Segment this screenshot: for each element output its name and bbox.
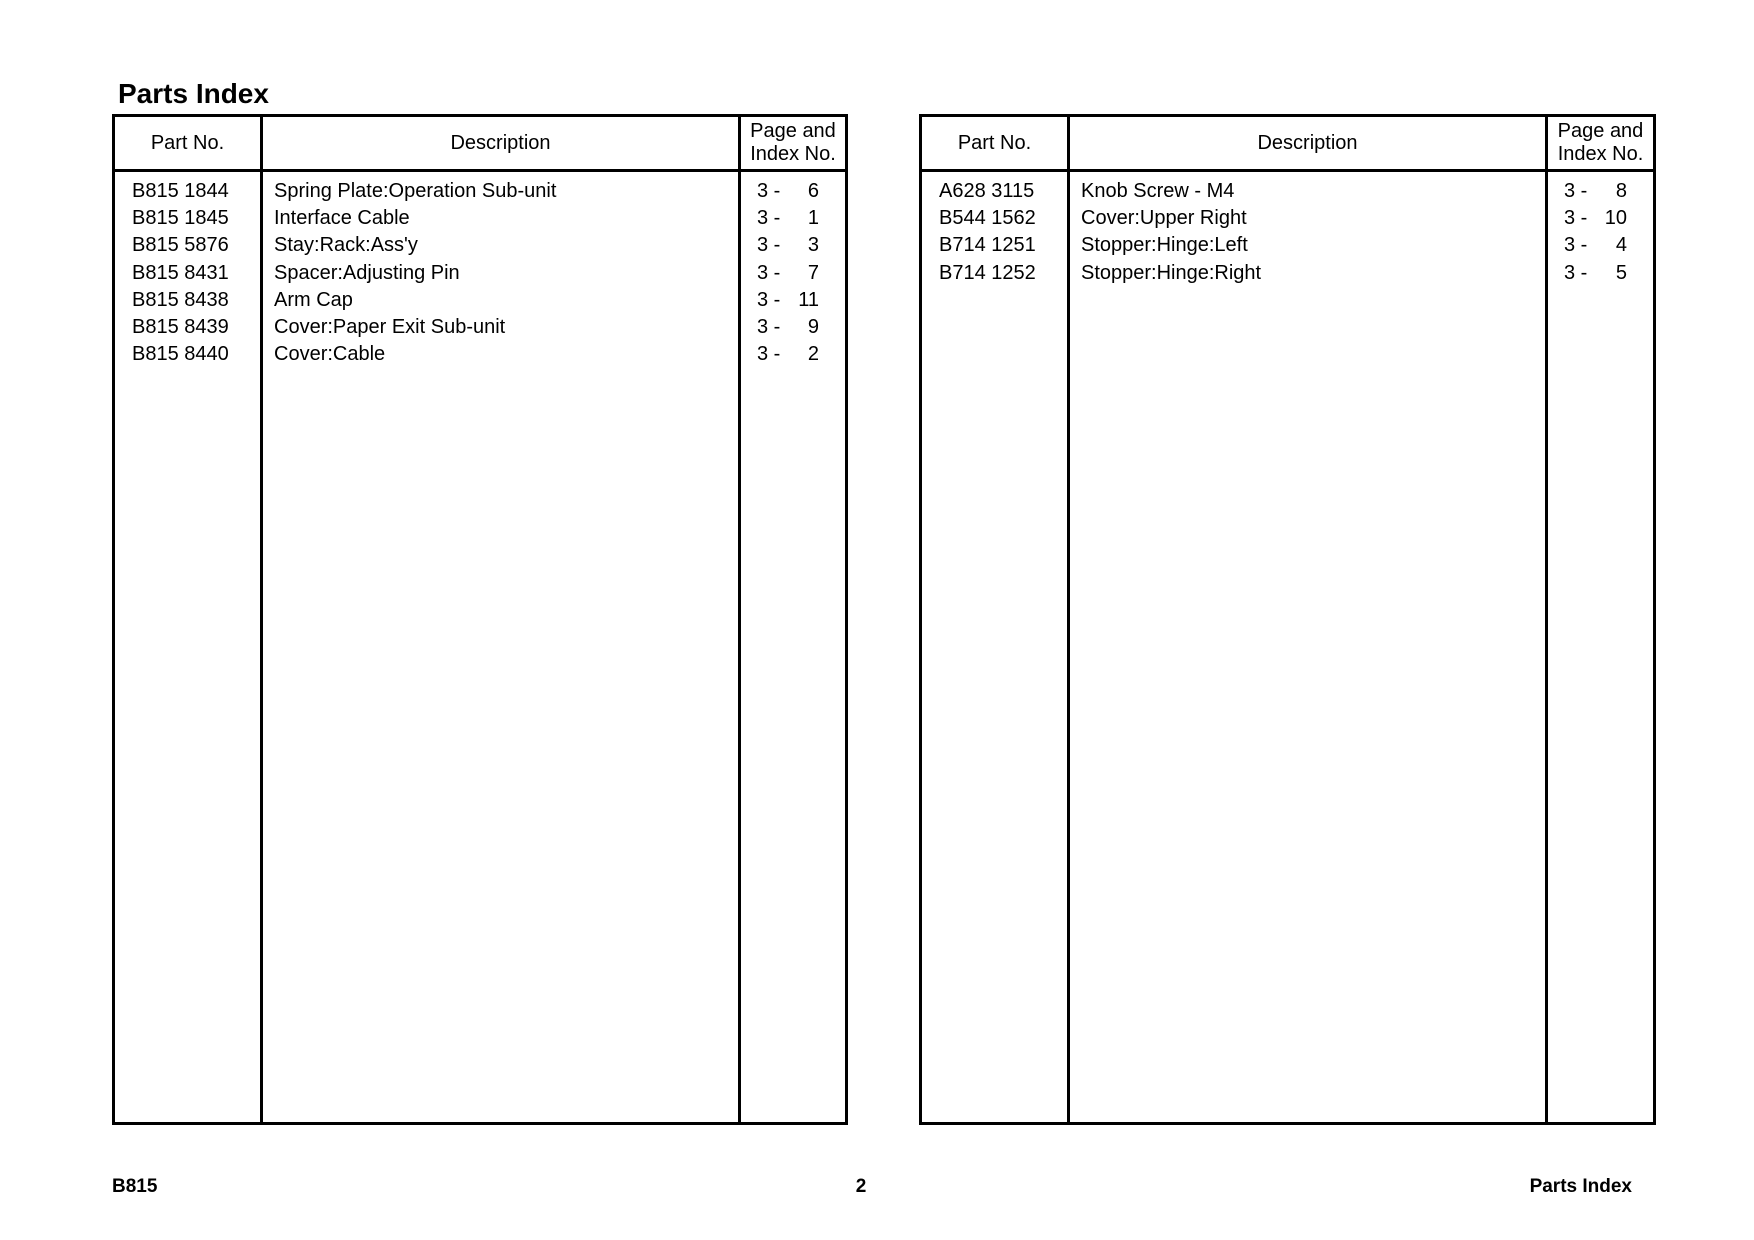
page-number: 3 - [757, 207, 781, 230]
footer-page-number: 2 [855, 1176, 867, 1197]
page-number: 3 - [757, 288, 781, 311]
page-number: 3 - [757, 261, 781, 284]
part-description: Stopper:Hinge:Right [1081, 261, 1262, 284]
page-number: 3 - [757, 315, 781, 338]
part-description: Spring Plate:Operation Sub-unit [274, 180, 557, 202]
part-number: B815 1845 [132, 207, 229, 230]
header-part-no: Part No. [150, 131, 225, 154]
page-number: 3 - [757, 180, 781, 202]
index-number: 9 [807, 315, 819, 338]
page-number: 3 - [757, 234, 781, 257]
table-row [922, 178, 1653, 205]
index-number: 8 [1615, 180, 1627, 202]
header-description: Description [1257, 131, 1358, 154]
part-number: B815 8439 [132, 315, 229, 338]
table-rows [922, 172, 1653, 287]
footer-section: Parts Index [1529, 1176, 1632, 1197]
header-description: Description [450, 131, 551, 154]
table-rows [115, 172, 845, 368]
table-row [115, 232, 845, 259]
table-row [115, 314, 845, 341]
part-description: Stay:Rack:Ass'y [274, 234, 418, 257]
table-row [115, 287, 845, 314]
page-number: 3 - [1564, 180, 1588, 202]
page-number: 3 - [1564, 234, 1588, 257]
header-part-no: Part No. [957, 131, 1032, 154]
part-description: Cover:Cable [274, 343, 386, 366]
header-page-index: Page and Index No. [1557, 120, 1644, 165]
index-number: 1 [807, 207, 819, 230]
index-number: 6 [807, 180, 819, 202]
page-number: 3 - [757, 343, 781, 366]
part-description: Spacer:Adjusting Pin [274, 261, 460, 284]
part-number: A628 3115 [939, 180, 1035, 202]
page-number: 3 - [1564, 261, 1588, 284]
index-number: 10 [1604, 207, 1627, 230]
part-description: Cover:Upper Right [1081, 207, 1247, 230]
parts-index-table-left [112, 114, 848, 1125]
part-description: Stopper:Hinge:Left [1081, 234, 1248, 257]
table-row [922, 232, 1653, 259]
footer-model: B815 [112, 1176, 158, 1197]
part-number: B815 5876 [132, 234, 229, 257]
index-number: 3 [807, 234, 819, 257]
part-number: B815 8438 [132, 288, 229, 311]
page-title: Parts Index [118, 78, 269, 109]
index-number: 5 [1615, 261, 1627, 284]
part-number: B544 1562 [939, 207, 1036, 230]
part-number: B714 1252 [939, 261, 1036, 284]
part-number: B714 1251 [939, 234, 1036, 257]
part-description: Cover:Paper Exit Sub-unit [274, 315, 506, 338]
table-row [115, 260, 845, 287]
part-number: B815 8431 [132, 261, 229, 284]
part-number: B815 8440 [132, 343, 229, 366]
table-row [115, 178, 845, 205]
part-description: Knob Screw - M4 [1081, 180, 1235, 202]
header-page-index: Page and Index No. [750, 120, 836, 165]
part-description: Arm Cap [274, 288, 353, 311]
index-number: 2 [807, 343, 819, 366]
index-number: 11 [798, 288, 819, 311]
part-description: Interface Cable [274, 207, 410, 230]
part-number: B815 1844 [132, 180, 229, 202]
index-number: 4 [1615, 234, 1627, 257]
table-row [922, 205, 1653, 232]
table-row [922, 260, 1653, 287]
table-row [115, 341, 845, 368]
parts-index-table-right [919, 114, 1656, 1125]
page-number: 3 - [1564, 207, 1588, 230]
index-number: 7 [807, 261, 819, 284]
table-row [115, 205, 845, 232]
